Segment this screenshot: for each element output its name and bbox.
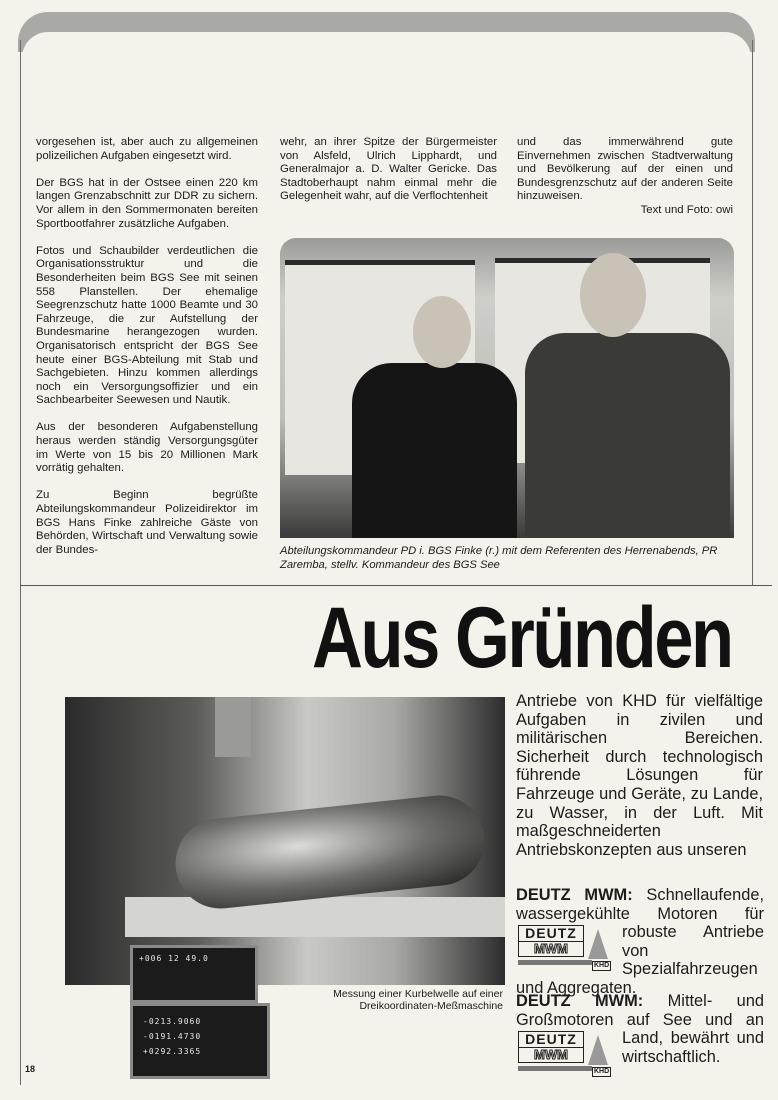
ad-item: DEUTZ MWM: Mittel- und Großmotoren auf See und an Land, DEUTZ MWM KHD bewährt und wirtschaftlich. [516, 992, 765, 1076]
ad-photo-caption: Messung einer Kurbelwelle auf einer Dreikoordinaten-Meßmaschine [333, 988, 503, 1012]
paragraph: vorgesehen ist, aber auch zu allgemeinen polizeilichen Aufgaben eingesetzt wird. [36, 136, 258, 162]
article-column-3 [517, 136, 733, 218]
readout-panel: +006 12 49.0 [130, 945, 258, 1003]
deutz-mwm-logo: DEUTZ MWM KHD [516, 925, 614, 971]
paragraph: Fotos und Schaubilder verdeutlichen die Organisationsstruktur und die Besonderheiten beim BGS See mit seinen 558 Planstellen. Der ehemalige Seegrenzschutz hatte 1000 Beamte und 30 Fahrzeuge, die zur Aufstellung der Bundesmarine herangezogen wurden. Organisatorisch entspricht der BGS See heute einer BGS-Abteilung mit Stab und Sachgebieten. Hinzu kommen allerdings noch ein Versorgungsoffizier und ein Sachbearbeiter Seewesen und Nautik. [36, 244, 258, 407]
officers-photo [280, 238, 734, 538]
photo-caption: Abteilungskommandeur PD i. BGS Finke (r.) mit dem Referenten des Herrenabends, PR Zaremba, stellv. Kommandeur des BGS See [280, 545, 718, 571]
article-column-1 [36, 136, 258, 571]
paragraph: wehr, an ihrer Spitze der Bürgermeister von Alsfeld, Ulrich Lipphardt, und Generalmajor a. D. Walter Gericke. Das Stadtoberhaupt nahm einmal mehr die Gelegenheit wahr, auf die Verflochtenheit [280, 136, 497, 203]
section-divider [20, 585, 772, 586]
left-rule [20, 40, 21, 1085]
paragraph: Zu Beginn begrüßte Abteilungskommandeur Polizeidirektor im BGS Hans Finke zahlreiche Gäste von Behörden, Wirtschaft und Verwaltung sowie der Bundes- [36, 489, 258, 556]
ad-headline: Aus Gründen [312, 590, 732, 686]
ad-item: DEUTZ MWM: Schnellaufende, wassergekühlte Motoren für robuste DEUTZ MWM KHD Antriebe von Spezialfahrzeugen und Aggregaten. [516, 886, 764, 997]
officer-right [525, 333, 730, 538]
page-number: 18 [25, 1064, 36, 1074]
officer-left [352, 363, 517, 538]
right-rule [752, 40, 753, 585]
paragraph: Der BGS hat in der Ostsee einen 220 km langen Grenzabschnitt zur DDR zu sichern. Vor allem in den Sommermonaten bereiten Sportbootfahrer zusätzliche Aufgaben. [36, 176, 258, 230]
crankshaft-photo [65, 697, 505, 985]
coordinate-readout: -0213.9060 -0191.4730 +0292.3365 [130, 1003, 270, 1079]
paragraph: Aus der besonderen Aufgabenstellung heraus werden ständig Versorgungsgüter im Werte von 15 bis 20 Millionen Mark vorrätig gehalten. [36, 421, 258, 475]
crankshaft [171, 791, 489, 913]
deutz-mwm-logo: DEUTZ MWM KHD [516, 1031, 614, 1077]
paragraph: und das immerwährend gute Einvernehmen zwischen Stadtverwaltung und Bevölkerung auf der einen und Bundesgrenzschutz auf der anderen Seite hinzuweisen. [517, 136, 733, 203]
khd-emblem-icon [588, 1035, 608, 1065]
probe [215, 697, 251, 757]
article-column-2 [280, 136, 497, 218]
photo-credit: Text und Foto: owi [640, 203, 733, 216]
khd-emblem-icon [588, 929, 608, 959]
ad-intro: Antriebe von KHD für vielfältige Aufgaben in zivilen und militärischen Bereichen. Sicherheit durch technologisch führende Lösungen für Fahrzeuge und Geräte, zu Lande, zu Wasser, in der Luft. Mit maßgeschneiderten Antriebskonzepten aus unseren [516, 692, 763, 859]
